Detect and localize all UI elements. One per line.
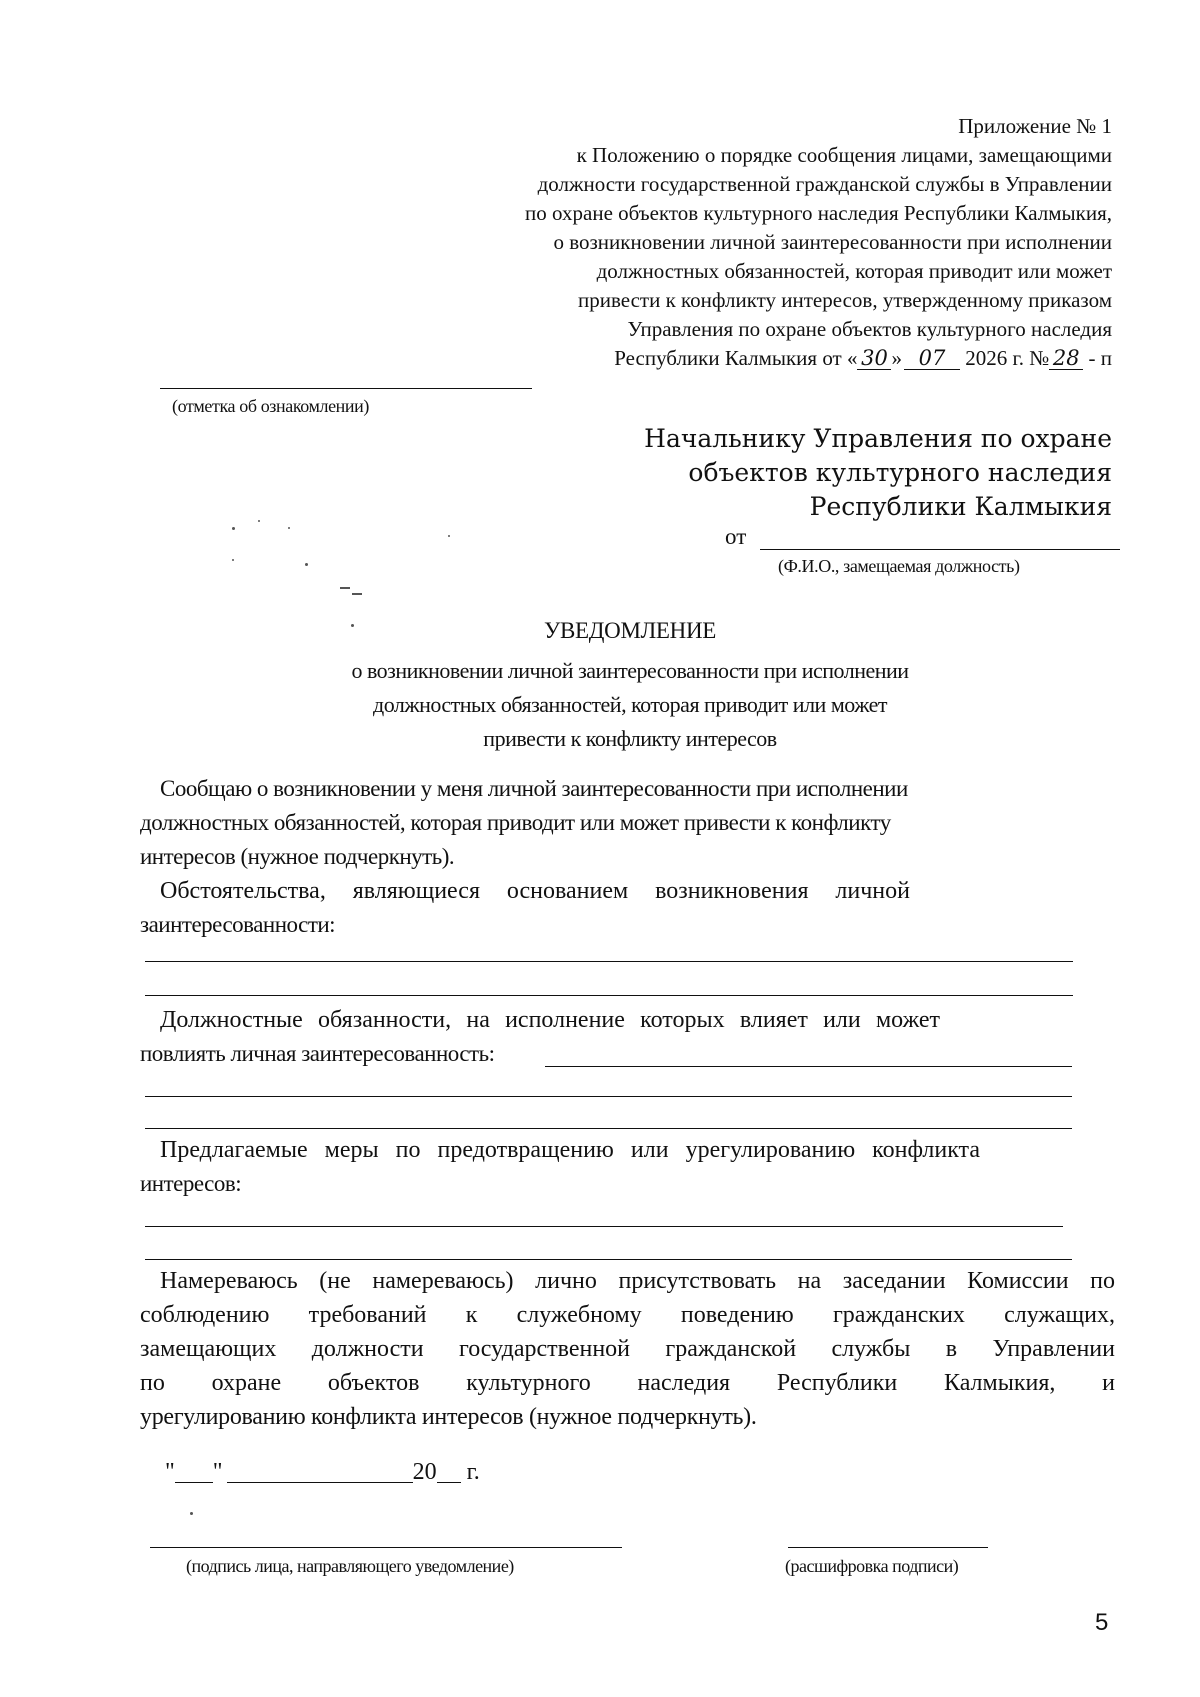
order-year: 2026 г. № [965, 346, 1050, 370]
circumstances-blank-line [145, 961, 1073, 962]
scan-speck [352, 593, 362, 595]
paragraph-5-line: урегулированию конфликта интересов (нужное подчеркнуть). [140, 1404, 757, 1430]
appendix-line: должностных обязанностей, которая приводит или может [596, 259, 1112, 283]
addressee-line: объектов культурного наследия [688, 458, 1112, 487]
circumstances-blank-line [145, 995, 1073, 996]
date-day-blank [175, 1460, 213, 1483]
from-label: от [725, 524, 747, 549]
date-month-blank [227, 1460, 413, 1483]
paragraph-5-line: замещающих должности государственной гражданской службы в Управлении [140, 1336, 1115, 1362]
paragraph-5-line: по охране объектов культурного наследия Республики Калмыкия, и [140, 1370, 1115, 1396]
appendix-line: по охране объектов культурного наследия Республики Калмыкия, [525, 201, 1112, 225]
paragraph-5-line: соблюдению требований к служебному поведению гражданских служащих, [140, 1302, 1115, 1328]
scan-speck [258, 520, 260, 522]
scan-speck [305, 563, 308, 566]
date-close-quote: " [212, 1459, 223, 1485]
order-prefix: Республики Калмыкия от « [614, 346, 858, 370]
signature-decoding-blank-line [788, 1547, 988, 1548]
addressee-block [552, 422, 1112, 524]
scan-speck [340, 587, 350, 589]
acknowledgement-caption: (отметка об ознакомлении) [172, 396, 369, 416]
appendix-header [352, 112, 1112, 373]
subtitle-line: о возникновении личной заинтересованности при исполнении [351, 658, 909, 683]
duties-blank-line [145, 1128, 1072, 1129]
order-reference-line [352, 344, 1112, 373]
order-day-handwritten: 30 [857, 347, 891, 370]
order-middle: » [891, 346, 902, 370]
order-number-handwritten: 28 [1049, 347, 1083, 370]
date-open-quote: " [165, 1459, 175, 1485]
date-year-prefix: 20 [412, 1459, 437, 1485]
order-suffix: - п [1088, 346, 1112, 370]
signature-blank-line [150, 1547, 622, 1548]
acknowledgement-blank-line [160, 388, 532, 389]
subtitle-line: привести к конфликту интересов [483, 726, 777, 751]
date-year-blank [437, 1460, 461, 1483]
appendix-line: Управления по охране объектов культурного наследия [627, 317, 1112, 341]
paragraph-4-line: Предлагаемые меры по предотвращению или урегулированию конфликта [160, 1137, 980, 1163]
page-number: 5 [1095, 1609, 1109, 1636]
date-year-suffix: г. [466, 1459, 480, 1485]
scan-speck [190, 1512, 193, 1515]
document-title: УВЕДОМЛЕНИЕ [543, 618, 717, 643]
paragraph-4-line: интересов: [140, 1171, 242, 1196]
from-blank-line [760, 549, 1120, 550]
signature-caption: (подпись лица, направляющего уведомление) [186, 1556, 514, 1576]
order-month-handwritten: 07 [904, 347, 960, 370]
from-caption: (Ф.И.О., замещаемая должность) [778, 556, 1020, 576]
appendix-line: Приложение № 1 [958, 114, 1112, 138]
signature-decoding-caption: (расшифровка подписи) [785, 1556, 959, 1576]
duties-blank-line [145, 1096, 1072, 1097]
scan-speck [448, 535, 450, 537]
addressee-line: Начальнику Управления по охране [644, 424, 1112, 453]
paragraph-3-line: Должностные обязанности, на исполнение которых влияет или может [160, 1007, 940, 1033]
paragraph-1-line: Сообщаю о возникновении у меня личной заинтересованности при исполнении [160, 776, 908, 801]
appendix-line: к Положению о порядке сообщения лицами, замещающими [576, 143, 1112, 167]
measures-blank-line [145, 1226, 1063, 1227]
appendix-line: о возникновении личной заинтересованности при исполнении [553, 230, 1112, 254]
duties-blank-line [545, 1066, 1072, 1067]
scan-speck [288, 527, 290, 529]
subtitle-line: должностных обязанностей, которая приводит или может [373, 692, 887, 717]
addressee-line: Республики Калмыкия [809, 492, 1112, 521]
paragraph-2-line: Обстоятельства, являющиеся основанием возникновения личной [160, 878, 910, 904]
date-row [165, 1459, 480, 1486]
appendix-line: должности государственной гражданской службы в Управлении [537, 172, 1112, 196]
measures-blank-line [145, 1259, 1072, 1260]
paragraph-2-line: заинтересованности: [140, 912, 336, 937]
paragraph-1-line: должностных обязанностей, которая приводит или может привести к конфликту [140, 810, 891, 835]
paragraph-1-line: интересов (нужное подчеркнуть). [140, 844, 455, 869]
paragraph-3-line: повлиять личная заинтересованность: [140, 1041, 495, 1066]
paragraph-5-line: Намереваюсь (не намереваюсь) лично присутствовать на заседании Комиссии по [160, 1268, 1115, 1294]
document-subtitle [200, 654, 1060, 756]
appendix-line: привести к конфликту интересов, утвержденному приказом [577, 288, 1112, 312]
scan-speck [232, 559, 234, 561]
scan-speck [232, 527, 235, 530]
